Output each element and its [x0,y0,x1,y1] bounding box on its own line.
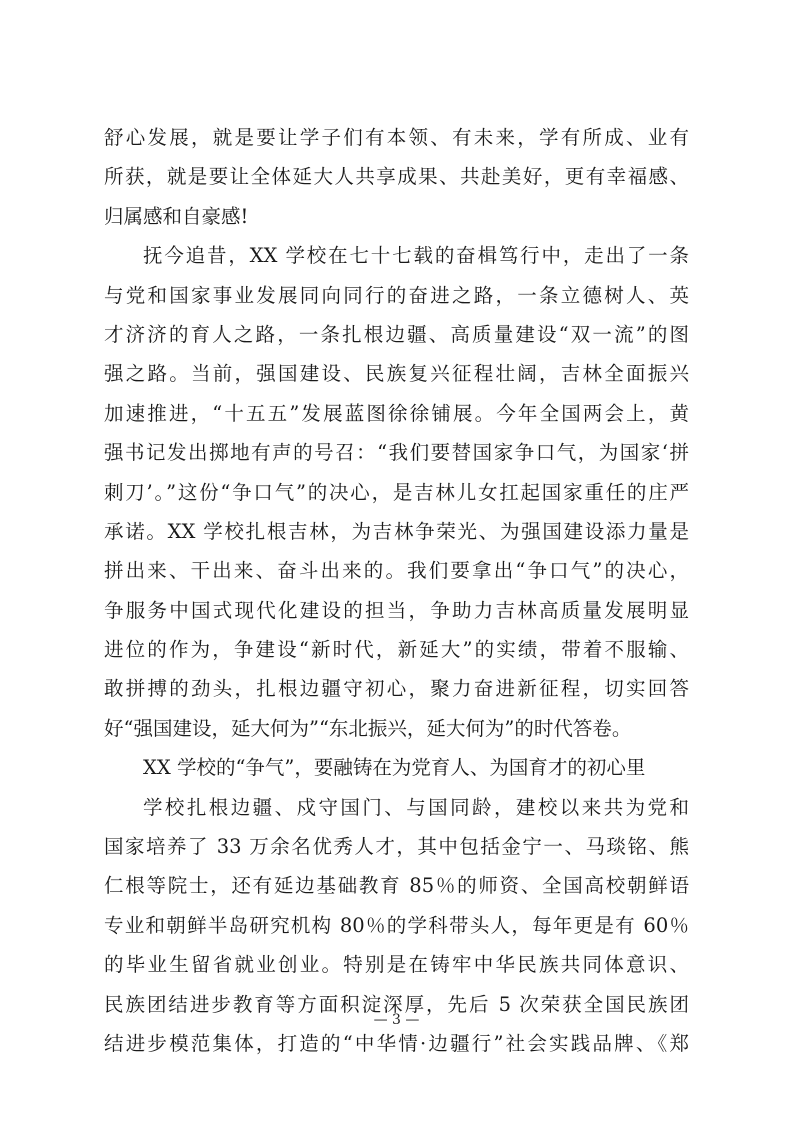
text-line: 加速推进，“十五五”发展蓝图徐徐铺展。今年全国两会上，黄 [104,401,689,425]
text-line: 学校扎根边疆、戍守国门、与国同龄，建校以来共为党和 [143,795,689,819]
text-line: 仁根等院士，还有延边基础教育 85％的师资、全国高校朝鲜语 [104,874,689,898]
text-line: 抚今追昔，XX 学校在七十七载的奋楫笃行中，走出了一条 [143,244,689,268]
text-line: 民族团结进步教育等方面积淀深厚，先后 5 次荣获全国民族团 [104,992,689,1016]
page-number: — 3 — [373,1012,420,1028]
text-line: 好“强国建设，延大何为”“东北振兴，延大何为”的时代答卷。 [104,716,632,740]
text-line: 拼出来、干出来、奋斗出来的。我们要拿出“争口气”的决心， [104,559,689,583]
text-line: 争服务中国式现代化建设的担当，争助力吉林高质量发展明显 [104,598,689,622]
text-line: 舒心发展，就是要让学子们有本领、有未来，学有所成、业有 [104,126,689,149]
text-line: 国家培养了 33 万余名优秀人才，其中包括金宁一、马琰铭、熊 [104,835,689,859]
text-line: 敢拼搏的劲头，扎根边疆守初心，聚力奋进新征程，切实回答 [104,677,689,701]
text-line: 结进步模范集体，打造的“中华情·边疆行”社会实践品牌、《郑 [104,1031,689,1055]
text-line: 归属感和自豪感! [104,204,249,228]
text-line: 进位的作为，争建设“新时代，新延大”的实绩，带着不服输、 [104,638,689,662]
text-line: 刺刀’。”这份“争口气”的决心，是吉林儿女扛起国家重任的庄严 [104,480,689,504]
text-line: XX 学校的“争气”，要融铸在为党育人、为国育才的初心里 [143,756,646,780]
text-line: 与党和国家事业发展同向同行的奋进之路，一条立德树人、英 [104,283,689,307]
text-line: 专业和朝鲜半岛研究机构 80％的学科带头人，每年更是有 60％ [104,913,689,937]
text-line: 所获，就是要让全体延大人共享成果、共赴美好，更有幸福感、 [104,165,689,189]
body-text [104,118,689,1063]
text-line: 强书记发出掷地有声的号召：“我们要替国家争口气，为国家‘拼 [104,441,689,465]
text-line: 强之路。当前，强国建设、民族复兴征程壮阔，吉林全面振兴 [104,362,689,386]
text-line: 才济济的育人之路，一条扎根边疆、高质量建设“双一流”的图 [104,322,689,346]
text-line: 的毕业生留省就业创业。特别是在铸牢中华民族共同体意识、 [104,953,689,977]
text-line: 承诺。XX 学校扎根吉林，为吉林争荣光、为强国建设添力量是 [104,519,689,543]
